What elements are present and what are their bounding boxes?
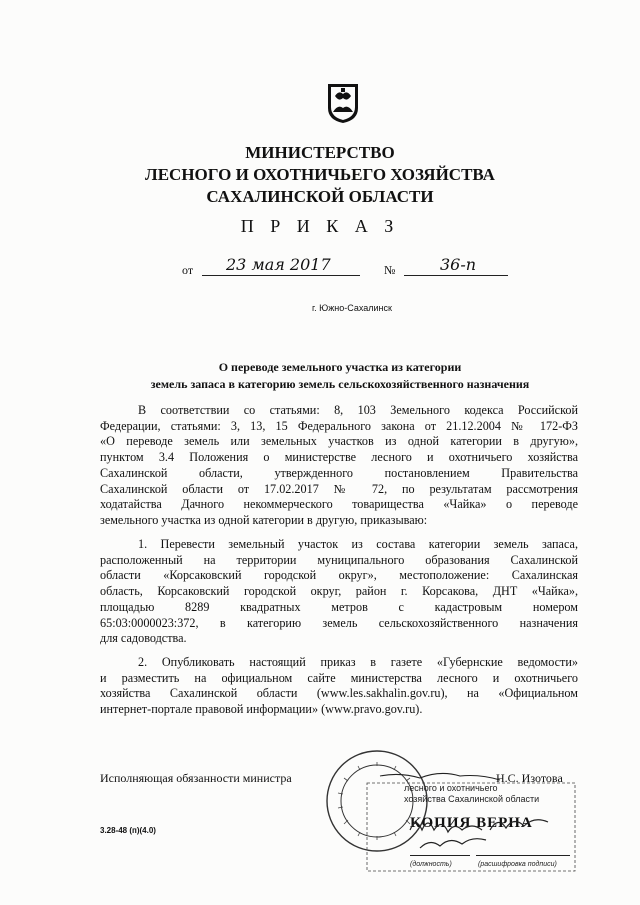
- date-underline: [202, 275, 360, 276]
- ministry-title-line-1: МИНИСТЕРСТВО: [245, 143, 395, 162]
- body-line: Федерации, статьями: 3, 13, 15 Федерального закона от 21.12.2004 № 172-ФЗ: [100, 418, 578, 433]
- certification-dept-line: хозяйства Сахалинской области: [404, 794, 540, 804]
- body-line: земельного участка из одной категории в другую, приказываю:: [100, 512, 428, 527]
- body-line: область, Корсаковский городской округ, район г. Корсакова, ДНТ «Чайка»,: [100, 584, 578, 599]
- body-line: 2. Опубликовать настоящий приказ в газете «Губернские ведомости»: [138, 655, 578, 669]
- body-line: Сахалинской области от 17.02.2017 № 72, по результатам рассмотрения: [100, 481, 578, 496]
- number-underline: [404, 275, 508, 276]
- body-line: хозяйства Сахалинской области (www.les.sakhalin.gov.ru), на «Официальном: [100, 686, 578, 701]
- body-line: 65:03:0000023:372, в категорию земель сельскохозяйственного назначения: [100, 615, 578, 630]
- signatory-role: Исполняющая обязанности министра: [100, 771, 292, 785]
- ministry-title-line-3: САХАЛИНСКОЙ ОБЛАСТИ: [206, 187, 434, 206]
- body-line: области «Корсаковский городской округ», местоположение: Сахалинская: [100, 568, 578, 583]
- city-line: г. Южно-Сахалинск: [312, 303, 392, 313]
- subject-line-2: земель запаса в категорию земель сельскохозяйственного назначения: [150, 377, 530, 391]
- body-line: Сахалинской области, утвержденного постановлением Правительства: [100, 465, 578, 480]
- body-line: «О переводе земель или земельных участков из одной категории в другую»,: [100, 434, 578, 449]
- body-line: В соответствии со статьями: 8, 103 Земельного кодекса Российской: [138, 403, 578, 417]
- body-line: и разместить на официальном сайте министерства лесного и охотничьего: [100, 670, 578, 685]
- body-line: расположенный на территории муниципального образования Сахалинской: [100, 552, 578, 567]
- coat-of-arms-emblem: [326, 82, 360, 124]
- handwritten-number: 36-п: [440, 255, 477, 274]
- number-label: №: [384, 263, 396, 277]
- date-label: от: [182, 263, 194, 277]
- body-line: площадью 8289 квадратных метров с кадастровым номером: [100, 599, 578, 614]
- body-line: пунктом 3.4 Положения о министерстве лесного и охотничьего хозяйства: [100, 450, 578, 465]
- signatory-name: Н.С. Изотова: [496, 771, 563, 785]
- copy-certified-text: КОПИЯ ВЕРНА: [410, 815, 533, 831]
- signature-caption: (расшифровка подписи): [478, 861, 557, 868]
- subject-line-1: О переводе земельного участка из категории: [218, 360, 462, 374]
- ministry-title-line-2: ЛЕСНОГО И ОХОТНИЧЬЕГО ХОЗЯЙСТВА: [145, 165, 495, 184]
- order-title: П Р И К А З: [240, 216, 400, 236]
- position-caption: (должность): [410, 861, 452, 868]
- body-line: ходатайства Дачного некоммерческого товарищества «Чайка» о переводе: [100, 497, 578, 512]
- body-line: интернет-портале правовой информации» (www.pravo.gov.ru).: [100, 702, 423, 717]
- body-line: для садоводства.: [100, 631, 187, 646]
- form-code: 3.28-48 (п)(4.0): [100, 826, 156, 835]
- body-line: 1. Перевести земельный участок из состава категории земель запаса,: [138, 537, 578, 551]
- certification-dept-line: лесного и охотничьего: [404, 783, 498, 793]
- handwritten-date: 23 мая 2017: [226, 255, 331, 274]
